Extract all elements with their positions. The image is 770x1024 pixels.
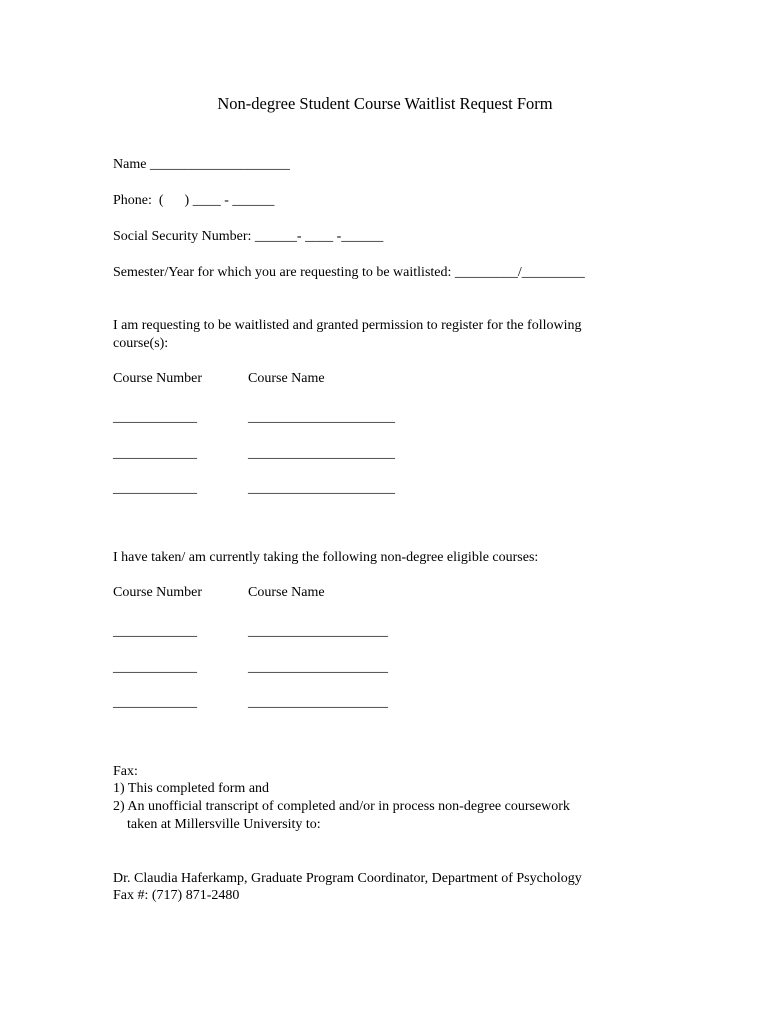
taken-course-name-blank[interactable]: ____________________ [248,624,388,639]
fax-item-2: 2) An unofficial transcript of completed and/or in process non-degree coursework [113,799,570,814]
taken-course-number-header: Course Number [113,585,203,600]
request-course-number-blank[interactable]: ____________ [113,410,197,425]
fax-heading: Fax: [113,764,138,779]
request-intro-text: I am requesting to be waitlisted and granted permission to register for the following [113,318,582,333]
taken-course-name-blank[interactable]: ____________________ [248,660,388,675]
request-course-number-blank[interactable]: ____________ [113,481,197,496]
taken-course-number-blank[interactable]: ____________ [113,695,197,710]
ssn-field-line[interactable]: Social Security Number: ______- ____ -______ [113,229,384,244]
fax-item-2-continued: taken at Millersville University to: [113,817,321,832]
request-course-name-blank[interactable]: _____________________ [248,410,395,425]
request-course-number-header: Course Number [113,371,203,386]
taken-course-name-header: Course Name [248,585,325,600]
phone-field-line[interactable]: Phone: ( ) ____ - ______ [113,193,275,208]
name-field-line[interactable]: Name ____________________ [113,157,290,172]
request-course-name-header: Course Name [248,371,325,386]
taken-course-name-blank[interactable]: ____________________ [248,695,388,710]
taken-course-number-blank[interactable]: ____________ [113,660,197,675]
request-intro-text-continued: course(s): [113,336,169,351]
form-title: Non-degree Student Course Waitlist Request Form [217,94,553,113]
taken-intro-text: I have taken/ am currently taking the following non-degree eligible courses: [113,550,539,565]
request-course-name-blank[interactable]: _____________________ [248,446,395,461]
coordinator-contact: Dr. Claudia Haferkamp, Graduate Program Coordinator, Department of Psychology [113,871,582,886]
request-course-number-blank[interactable]: ____________ [113,446,197,461]
fax-item-1: 1) This completed form and [113,781,270,796]
semester-year-field-line[interactable]: Semester/Year for which you are requesting to be waitlisted: _________/_________ [113,265,585,280]
taken-course-number-blank[interactable]: ____________ [113,624,197,639]
request-course-name-blank[interactable]: _____________________ [248,481,395,496]
fax-number: Fax #: (717) 871-2480 [113,888,240,903]
